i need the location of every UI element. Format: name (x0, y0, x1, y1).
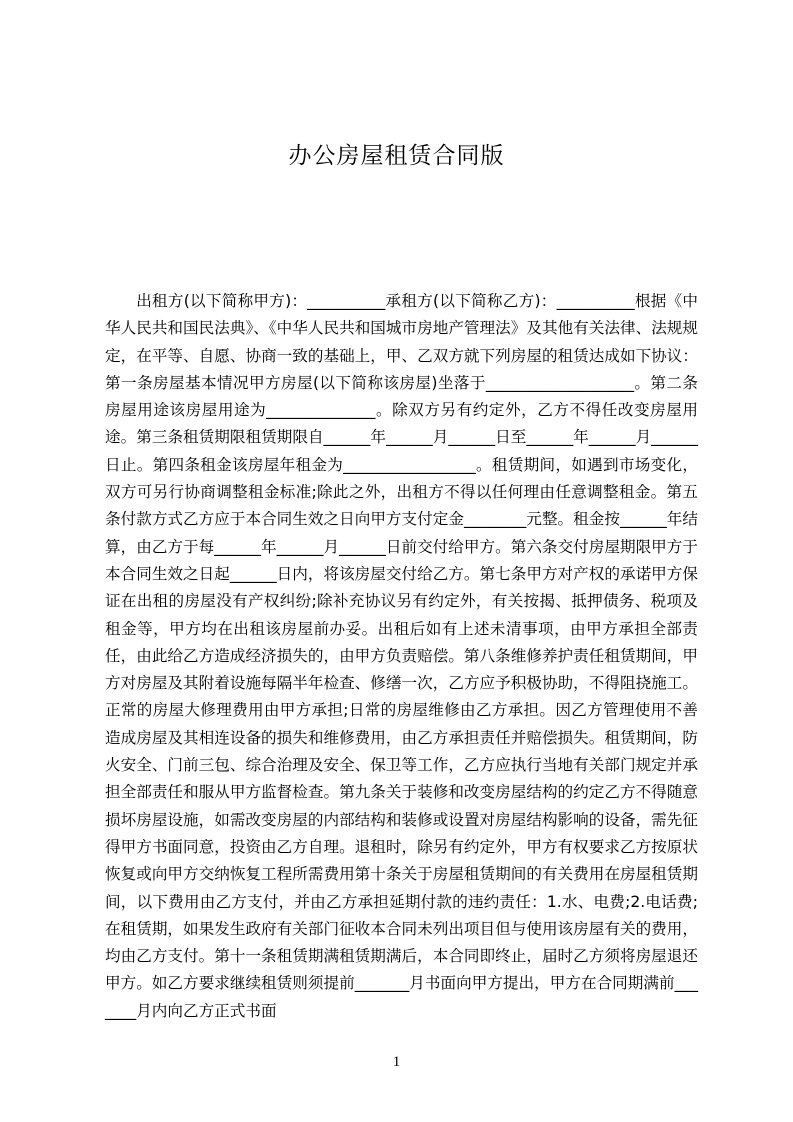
page-number: 1 (392, 1054, 401, 1070)
contract-paragraph: 出租方(以下简称甲方)：__________承租方(以下简称乙方)：__________根据《中华人民共和国民法典》、《中华人民共和国城市房地产管理法》及其他有关法律、法规规定，在平等、自愿、协商一致的基础上，甲、乙双方就下列房屋的租赁达成如下协议：第一条房屋基本情况甲方房屋(以下简称该房屋)坐落于___________________。第二条房屋用途该房屋用途为______________。除双方另有约定外，乙方不得任改变房屋用途。第三条租赁期限租赁期限自______年______月______日至______年______月______日止。第四条租金该房屋年租金为_________________。租赁期间，如遇到市场变化，双方可另行协商调整租金标准;除此之外，出租方不得以任何理由任意调整租金。第五条付款方式乙方应于本合同生效之日向甲方支付定金________元整。租金按______年结算，由乙方于每______年______月______日前交付给甲方。第六条交付房屋期限甲方于本合同生效之日起______日内，将该房屋交付给乙方。第七条甲方对产权的承诺甲方保证在出租的房屋没有产权纠纷;除补充协议另有约定外，有关按揭、抵押债务、税项及租金等，甲方均在出租该房屋前办妥。出租后如有上述未清事项，由甲方承担全部责任，由此给乙方造成经济损失的，由甲方负责赔偿。第八条维修养护责任租赁期间，甲方对房屋及其附着设施每隔半年检查、修缮一次，乙方应予积极协助，不得阻挠施工。正常的房屋大修理费用由甲方承担;日常的房屋维修由乙方承担。因乙方管理使用不善造成房屋及其相连设备的损失和维修费用，由乙方承担责任并赔偿损失。租赁期间，防火安全、门前三包、综合治理及安全、保卫等工作，乙方应执行当地有关部门规定并承担全部责任和服从甲方监督检查。第九条关于装修和改变房屋结构的约定乙方不得随意损坏房屋设施，如需改变房屋的内部结构和装修或设置对房屋结构影响的设备，需先征得甲方书面同意，投资由乙方自理。退租时，除另有约定外，甲方有权要求乙方按原状恢复或向甲方交纳恢复工程所需费用第十条关于房屋租赁期间的有关费用在房屋租赁期间，以下费用由乙方支付，并由乙方承担延期付款的违约责任：1.水、电费;2.电话费;在租赁期，如果发生政府有关部门征收本合同未列出项目但与使用该房屋有关的费用，均由乙方支付。第十一条租赁期满租赁期满后，本合同即终止，届时乙方须将房屋退还甲方。如乙方要求继续租赁则须提前_______月书面向甲方提出，甲方在合同期满前_______月内向乙方正式书面 (105, 292, 698, 1020)
document-title: 办公房屋租赁合同版 (288, 143, 505, 169)
contract-body (105, 288, 698, 1025)
